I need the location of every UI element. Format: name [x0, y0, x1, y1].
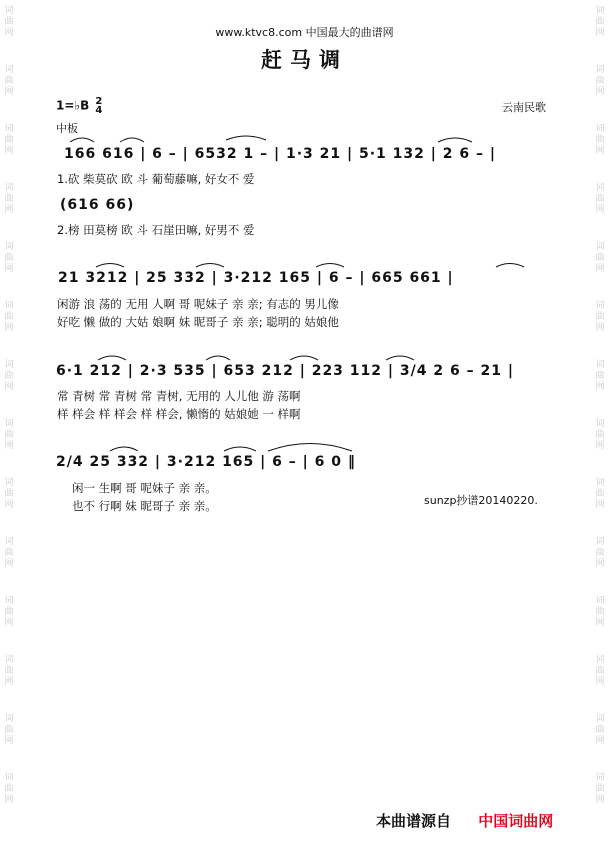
watermark-group [4, 183, 13, 216]
watermark-char: 曲 [4, 17, 14, 27]
watermark-char: 词 [595, 596, 605, 606]
watermark-char: 网 [4, 441, 14, 451]
watermark-char: 词 [4, 773, 14, 783]
watermark-char: 网 [4, 382, 14, 392]
watermark-char: 网 [595, 736, 605, 746]
watermark-char: 词 [595, 301, 605, 311]
watermark-char: 网 [4, 205, 14, 215]
watermark-group [595, 360, 604, 393]
watermark-group [595, 773, 604, 806]
watermark-group [4, 242, 13, 275]
slur-mark [268, 444, 352, 452]
watermark-char: 网 [4, 500, 14, 510]
watermark-char: 曲 [595, 253, 605, 263]
notation-row-1: 166 616 | 6 – | 6532 1 – | 1·3 21 | 5·1 132 | 2 6 – | [64, 146, 496, 162]
watermark-char: 曲 [4, 548, 14, 558]
watermark-char: 词 [595, 714, 605, 724]
watermark-char: 词 [595, 183, 605, 193]
slur-mark [110, 447, 138, 451]
watermark-group [4, 478, 13, 511]
key-label: 1=♭B [56, 98, 90, 113]
watermark-char: 词 [595, 419, 605, 429]
watermark-char: 曲 [595, 17, 605, 27]
watermark-group [595, 537, 604, 570]
slur-mark [96, 264, 124, 268]
lyrics-row-1-verse-2: 2.榜 田莫榜 欧 斗 石崖田嘛, 好男不 爱 [57, 223, 255, 237]
watermark-char: 曲 [4, 76, 14, 86]
watermark-group [595, 124, 604, 157]
watermark-char: 网 [595, 677, 605, 687]
watermark-char: 网 [595, 87, 605, 97]
lyrics-row-4-verse-1: 闲一 生啊 哥 呢妹子 亲 亲。 [72, 481, 217, 495]
watermark-char: 网 [595, 323, 605, 333]
lyrics-row-3-verse-1: 常 青树 常 青树 常 青树, 无用的 人儿他 游 荡啊 [57, 389, 301, 403]
watermark-group [4, 537, 13, 570]
watermark-char: 词 [4, 301, 14, 311]
watermark-char: 曲 [4, 194, 14, 204]
watermark-char: 曲 [4, 371, 14, 381]
notation-row-2: 21 3212 | 25 332 | 3·212 165 | 6 – | 665 661 | [58, 270, 454, 286]
watermark-char: 词 [4, 537, 14, 547]
watermark-char: 网 [4, 795, 14, 805]
site-url: www.ktvc8.com 中国最大的曲谱网 [215, 26, 394, 39]
watermark-group [4, 360, 13, 393]
watermark-char: 曲 [595, 784, 605, 794]
watermark-char: 词 [595, 242, 605, 252]
watermark-char: 曲 [4, 666, 14, 676]
watermark-char: 词 [595, 773, 605, 783]
watermark-char: 词 [4, 478, 14, 488]
key-signature [56, 97, 102, 115]
lyrics-row-2-verse-2: 好吃 懒 做的 大姑 娘啊 妹 昵哥子 亲 亲; 聪明的 姑娘他 [57, 315, 339, 329]
lyrics-row-3-verse-2: 样 样会 样 样会 样 样会, 懒惰的 姑娘她 一 样啊 [57, 407, 301, 421]
watermark-char: 词 [595, 537, 605, 547]
watermark-group [4, 714, 13, 747]
watermark-char: 词 [4, 183, 14, 193]
watermark-char: 词 [4, 65, 14, 75]
left-watermark [2, 0, 16, 858]
song-origin: 云南民歌 [502, 101, 546, 114]
watermark-char: 曲 [4, 784, 14, 794]
watermark-group [595, 478, 604, 511]
watermark-group [4, 419, 13, 452]
watermark-char: 曲 [595, 371, 605, 381]
watermark-char: 网 [4, 559, 14, 569]
watermark-char: 曲 [595, 135, 605, 145]
notation-row-1-alt: (616 66) [60, 197, 135, 213]
watermark-group [4, 655, 13, 688]
watermark-char: 词 [595, 360, 605, 370]
watermark-char: 曲 [595, 76, 605, 86]
song-title: 赶马调 [261, 48, 348, 72]
watermark-group [595, 596, 604, 629]
source-label: 本曲谱源自 [376, 812, 452, 830]
slur-mark [98, 356, 126, 360]
notation-row-4: 2/4 25 332 | 3·212 165 | 6 – | 6 0 ‖ [56, 454, 356, 470]
right-watermark [593, 0, 607, 858]
watermark-char: 网 [4, 146, 14, 156]
transcriber-credit: sunzp抄谱20140220. [424, 494, 538, 507]
slur-mark [438, 138, 472, 142]
watermark-char: 曲 [595, 666, 605, 676]
watermark-char: 网 [595, 382, 605, 392]
slur-mark [196, 264, 224, 268]
watermark-char: 词 [4, 360, 14, 370]
watermark-char: 网 [595, 205, 605, 215]
slur-mark [70, 138, 94, 142]
watermark-group [595, 301, 604, 334]
watermark-char: 词 [4, 242, 14, 252]
watermark-char: 词 [4, 596, 14, 606]
watermark-char: 词 [595, 478, 605, 488]
watermark-char: 曲 [595, 430, 605, 440]
watermark-char: 网 [595, 146, 605, 156]
lyrics-row-1-verse-1: 1.砍 柴莫砍 欧 斗 葡萄藤嘛, 好女不 爱 [57, 172, 255, 186]
watermark-char: 曲 [4, 607, 14, 617]
watermark-group [595, 183, 604, 216]
watermark-char: 网 [4, 264, 14, 274]
watermark-group [595, 655, 604, 688]
slur-mark [206, 356, 230, 360]
slur-mark [386, 356, 414, 360]
watermark-char: 词 [4, 6, 14, 16]
watermark-char: 网 [595, 441, 605, 451]
watermark-char: 曲 [4, 135, 14, 145]
watermark-group [595, 714, 604, 747]
watermark-char: 曲 [595, 489, 605, 499]
slur-mark [226, 136, 266, 140]
watermark-group [4, 773, 13, 806]
watermark-group [4, 301, 13, 334]
watermark-char: 曲 [4, 430, 14, 440]
watermark-char: 网 [595, 264, 605, 274]
watermark-char: 词 [4, 655, 14, 665]
watermark-char: 网 [595, 795, 605, 805]
time-signature: 2 4 [95, 96, 103, 116]
notation-row-3: 6·1 212 | 2·3 535 | 653 212 | 223 112 | 3/4 2 6 – 21 | [56, 363, 514, 379]
watermark-char: 网 [4, 736, 14, 746]
watermark-char: 网 [595, 28, 605, 38]
slur-mark [316, 264, 344, 268]
watermark-char: 曲 [595, 607, 605, 617]
watermark-char: 网 [595, 500, 605, 510]
watermark-char: 词 [595, 6, 605, 16]
watermark-group [595, 419, 604, 452]
watermark-char: 网 [4, 677, 14, 687]
watermark-char: 曲 [4, 725, 14, 735]
watermark-char: 词 [4, 124, 14, 134]
watermark-char: 曲 [4, 312, 14, 322]
tempo-marking: 中板 [56, 122, 78, 135]
watermark-char: 网 [4, 323, 14, 333]
watermark-group [4, 124, 13, 157]
watermark-char: 词 [595, 65, 605, 75]
watermark-char: 曲 [4, 489, 14, 499]
watermark-char: 网 [595, 618, 605, 628]
watermark-char: 词 [4, 714, 14, 724]
watermark-char: 曲 [595, 312, 605, 322]
watermark-char: 网 [595, 559, 605, 569]
watermark-char: 网 [4, 87, 14, 97]
watermark-char: 曲 [595, 548, 605, 558]
watermark-char: 曲 [595, 725, 605, 735]
watermark-char: 网 [4, 28, 14, 38]
lyrics-row-2-verse-1: 闲游 浪 荡的 无用 人啊 哥 呢妹子 亲 亲; 有志的 男儿像 [57, 297, 339, 311]
slur-mark [120, 138, 144, 142]
watermark-char: 网 [4, 618, 14, 628]
brand-link[interactable]: 中国词曲网 [478, 812, 554, 830]
source-footer [376, 810, 553, 831]
lyrics-row-4-verse-2: 也不 行啊 妹 昵哥子 亲 亲。 [72, 499, 217, 513]
watermark-group [595, 242, 604, 275]
watermark-char: 词 [595, 124, 605, 134]
watermark-char: 词 [595, 655, 605, 665]
watermark-char: 词 [4, 419, 14, 429]
slur-mark [224, 447, 256, 451]
slur-mark [496, 264, 524, 268]
watermark-char: 曲 [4, 253, 14, 263]
watermark-group [4, 596, 13, 629]
watermark-char: 曲 [595, 194, 605, 204]
slur-mark [290, 356, 318, 360]
